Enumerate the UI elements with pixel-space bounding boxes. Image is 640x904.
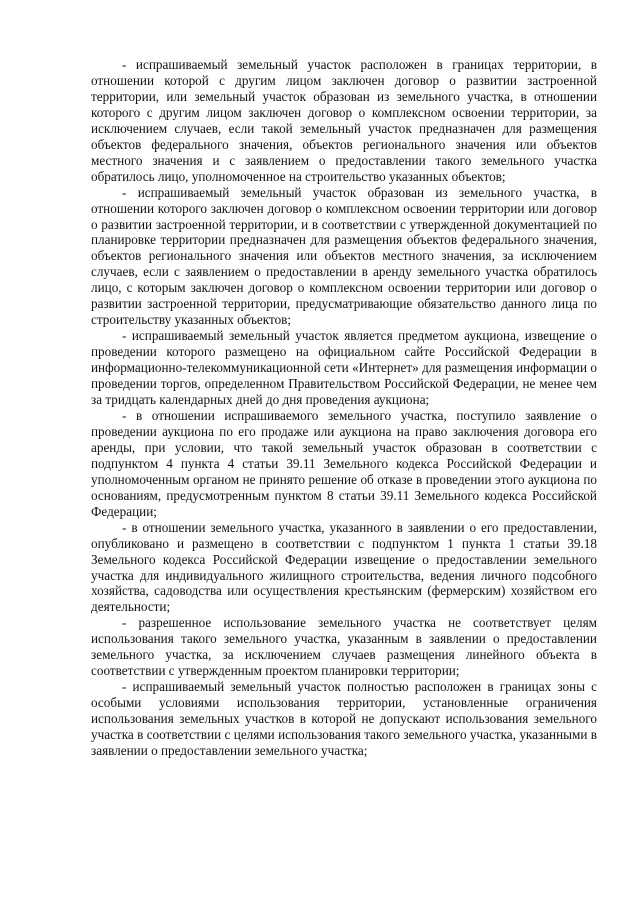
paragraph-1: - испрашиваемый земельный участок расположен в границах территории, в отношении которой с другим лицом заключен договор о развитии застроенной территории, или земельный участок образован из земельного участка, в отношении которого с другим лицом заключен договор о комплексном освоении территории, за исключением случаев, если такой земельный участок предназначен для размещения объектов федерального значения, объектов регионального значения или объектов местного значения и с заявлением о предоставлении такого земельного участка обратилось лицо, уполномоченное на строительство указанных объектов;: [91, 57, 597, 184]
paragraph-3: - испрашиваемый земельный участок является предметом аукциона, извещение о проведении которого размещено на официальном сайте Российской Федерации в информационно-телекоммуникационной сети «Интернет» для размещения информации о проведении торгов, определенном Правительством Российской Федерации, не менее чем за тридцать календарных дней до дня проведения аукциона;: [91, 328, 597, 408]
paragraph-4: - в отношении испрашиваемого земельного участка, поступило заявление о проведении аукциона по его продаже или аукциона на право заключения договора его аренды, при условии, что такой земельный участок образован в соответствии с подпунктом 4 пункта 4 статьи 39.11 Земельного кодекса Российской Федерации и уполномоченным органом не принято решение об отказе в проведении этого аукциона по основаниям, предусмотренным пунктом 8 статьи 39.11 Земельного кодекса Российской Федерации;: [91, 407, 597, 519]
paragraph-5: - в отношении земельного участка, указанного в заявлении о его предоставлении, опубликовано и размещено в соответствии с подпунктом 1 пункта 1 статьи 39.18 Земельного кодекса Российской Федерации извещение о предоставлении земельного участка для индивидуального жилищного строительства, ведения личного подсобного хозяйства, садоводства или осуществления крестьянским (фермерским) хозяйством его деятельности;: [91, 519, 597, 615]
paragraph-2: - испрашиваемый земельный участок образован из земельного участка, в отношении которого заключен договор о комплексном освоении территории или договор о развитии застроенной территории, и в соответствии с утвержденной документацией по планировке территории предназначен для размещения объектов федерального значения, объектов регионального значения или объектов местного значения, за исключением случаев, если с заявлением о предоставлении в аренду земельного участка обратилось лицо, с которым заключен договор о комплексном освоении территории или договор о развитии застроенной территории, предусматривающие обязательство данного лица по строительству указанных объектов;: [91, 184, 597, 328]
paragraph-6: - разрешенное использование земельного участка не соответствует целям использования такого земельного участка, указанным в заявлении о предоставлении земельного участка, за исключением случаев размещения линейного объекта в соответствии с утвержденным проектом планировки территории;: [91, 615, 597, 679]
document-body: [91, 57, 597, 759]
paragraph-7: - испрашиваемый земельный участок полностью расположен в границах зоны с особыми условиями использования территории, установленные ограничения использования земельных участков в которой не допускают использования земельного участка в соответствии с целями использования такого земельного участка, указанными в заявлении о предоставлении земельного участка;: [91, 679, 597, 758]
